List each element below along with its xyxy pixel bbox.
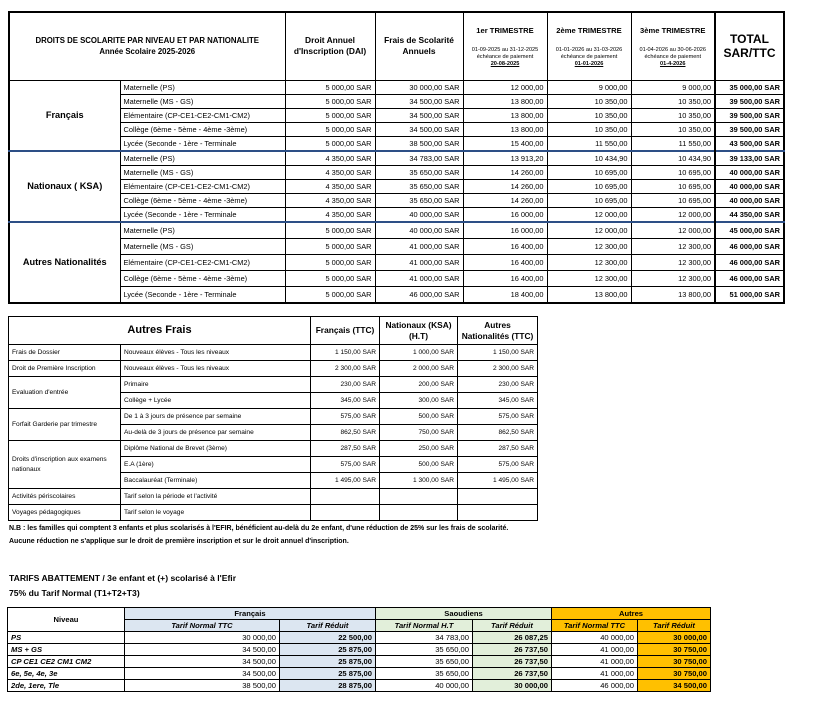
t3-cell: 10 350,00 (631, 108, 715, 122)
t2-cell: 10 434,90 (547, 151, 631, 166)
fee-fr (311, 489, 380, 505)
t2-cell: 10 350,00 (547, 122, 631, 136)
fee-fr (311, 505, 380, 521)
table-title: DROITS DE SCOLARITE PAR NIVEAU ET PAR NATIONALITE (35, 36, 260, 46)
total-cell: 39 133,00 SAR (715, 151, 784, 166)
t1-cell: 16 000,00 (463, 207, 547, 222)
t2-dates: 01-01-2026 au 31-03-2026 (555, 46, 623, 53)
level-cell: Maternelle (PS) (120, 151, 285, 166)
frais-cell: 34 500,00 SAR (375, 122, 463, 136)
tarifs-row (8, 656, 711, 668)
tarifs-row (8, 632, 711, 644)
t1-echeance: échéance de paiement (476, 53, 534, 60)
tarifs-sa-reduit: Tarif Réduit (473, 620, 552, 632)
tuition-table (8, 11, 785, 304)
t2-cell: 10 695,00 (547, 193, 631, 207)
t1-cell: 16 400,00 (463, 238, 547, 254)
fee-ksa: 1 000,00 SAR (380, 345, 458, 361)
fee-autres: 575,00 SAR (458, 409, 538, 425)
dai-cell: 5 000,00 SAR (285, 254, 375, 270)
tarifs-row (8, 644, 711, 656)
nationality-group-label: Français (9, 80, 120, 151)
tarifs-sa-normal-value: 35 650,00 (376, 656, 473, 668)
tarifs-fr-reduit-value: 28 875,00 (280, 680, 376, 692)
total-header: TOTAL SAR/TTC (715, 12, 784, 80)
fee-label: Activités périscolaires (9, 489, 121, 505)
fee-fr: 1 495,00 SAR (311, 473, 380, 489)
tarifs-fr-normal-value: 34 500,00 (125, 668, 280, 680)
table-title-cell (9, 12, 285, 80)
frais-cell: 38 500,00 SAR (375, 136, 463, 151)
fee-ksa: 500,00 SAR (380, 409, 458, 425)
t2-cell: 10 695,00 (547, 165, 631, 179)
fee-detail: E.A (1ère) (121, 457, 311, 473)
level-cell: Maternelle (MS - GS) (120, 94, 285, 108)
frais-cell: 30 000,00 SAR (375, 80, 463, 94)
fee-fr: 287,50 SAR (311, 441, 380, 457)
t1-date: 20-08-2025 (490, 60, 520, 67)
level-cell: Maternelle (PS) (120, 80, 285, 94)
tarifs-group-au: Autres (552, 608, 711, 620)
fee-autres: 345,00 SAR (458, 393, 538, 409)
t3-cell: 10 695,00 (631, 165, 715, 179)
tarifs-fr-reduit: Tarif Réduit (280, 620, 376, 632)
t2-title: 2ème TRIMESTRE (556, 25, 622, 35)
t2-cell: 12 000,00 (547, 207, 631, 222)
fee-detail: Tarif selon la période et l'activité (121, 489, 311, 505)
fee-detail: Au-delà de 3 jours de présence par semaine (121, 425, 311, 441)
t1-cell: 18 400,00 (463, 286, 547, 303)
dai-cell: 5 000,00 SAR (285, 136, 375, 151)
fee-autres (458, 489, 538, 505)
fee-detail: Collège + Lycée (121, 393, 311, 409)
tarifs-row (8, 680, 711, 692)
t2-cell: 11 550,00 (547, 136, 631, 151)
total-cell: 45 000,00 SAR (715, 222, 784, 239)
t2-cell: 9 000,00 (547, 80, 631, 94)
frais-cell: 46 000,00 SAR (375, 286, 463, 303)
fees-row (9, 377, 538, 393)
frais-cell: 41 000,00 SAR (375, 254, 463, 270)
nationality-group-label: Nationaux ( KSA) (9, 151, 120, 222)
fee-detail: Nouveaux élèves - Tous les niveaux (121, 361, 311, 377)
t1-cell: 16 400,00 (463, 270, 547, 286)
dai-cell: 5 000,00 SAR (285, 238, 375, 254)
frais-cell: 34 500,00 SAR (375, 94, 463, 108)
table-row (9, 179, 784, 193)
dai-header: Droit Annuel d'Inscription (DAI) (285, 12, 375, 80)
table-row (9, 122, 784, 136)
t3-cell: 11 550,00 (631, 136, 715, 151)
nationality-group-label: Autres Nationalités (9, 222, 120, 303)
table-header-row (9, 12, 784, 80)
level-cell: Maternelle (MS - GS) (120, 238, 285, 254)
tarifs-sa-reduit-value: 26 737,50 (473, 644, 552, 656)
fee-label: Frais de Dossier (9, 345, 121, 361)
t3-cell: 13 800,00 (631, 286, 715, 303)
t3-header (631, 12, 715, 80)
t1-cell: 14 260,00 (463, 193, 547, 207)
fee-detail: Baccalauréat (Terminale) (121, 473, 311, 489)
fee-autres: 2 300,00 SAR (458, 361, 538, 377)
fee-fr: 1 150,00 SAR (311, 345, 380, 361)
note-no-reduction: Aucune réduction ne s'applique sur le droit de première inscription et sur le droit annuel d'inscription. (9, 538, 349, 545)
fees-col-autres: Autres Nationalités (TTC) (458, 317, 538, 345)
fee-fr: 2 300,00 SAR (311, 361, 380, 377)
fee-ksa: 200,00 SAR (380, 377, 458, 393)
fees-row (9, 489, 538, 505)
t3-cell: 9 000,00 (631, 80, 715, 94)
fee-fr: 230,00 SAR (311, 377, 380, 393)
dai-cell: 4 350,00 SAR (285, 207, 375, 222)
t1-cell: 13 913,20 (463, 151, 547, 166)
total-cell: 40 000,00 SAR (715, 179, 784, 193)
t2-cell: 13 800,00 (547, 286, 631, 303)
dai-cell: 5 000,00 SAR (285, 122, 375, 136)
note-reduction: N.B : les familles qui comptent 3 enfants et plus scolarisés à l'EFIR, bénéficient au-delà du 2e enfant, d'une réduction de 25% sur les frais de scolarité. (9, 525, 509, 532)
fee-label: Forfait Garderie par trimestre (9, 409, 121, 441)
fee-fr: 575,00 SAR (311, 457, 380, 473)
t1-cell: 13 800,00 (463, 94, 547, 108)
t1-cell: 16 400,00 (463, 254, 547, 270)
fee-ksa: 750,00 SAR (380, 425, 458, 441)
tarifs-au-normal: Tarif Normal TTC (552, 620, 638, 632)
total-cell: 40 000,00 SAR (715, 165, 784, 179)
tarifs-sa-normal: Tarif Normal H.T (376, 620, 473, 632)
t1-cell: 15 400,00 (463, 136, 547, 151)
tarifs-au-reduit-value: 30 750,00 (638, 644, 711, 656)
fee-detail: De 1 à 3 jours de présence par semaine (121, 409, 311, 425)
t1-cell: 14 260,00 (463, 165, 547, 179)
dai-cell: 5 000,00 SAR (285, 108, 375, 122)
table-row (9, 193, 784, 207)
tarifs-au-normal-value: 41 000,00 (552, 656, 638, 668)
tarifs-au-normal-value: 41 000,00 (552, 644, 638, 656)
t2-date: 01-01-2026 (574, 60, 604, 67)
t3-dates: 01-04-2026 au 30-06-2026 (639, 46, 707, 53)
level-cell: Maternelle (PS) (120, 222, 285, 239)
table-row (9, 151, 784, 166)
fee-detail: Tarif selon le voyage (121, 505, 311, 521)
frais-cell: 40 000,00 SAR (375, 207, 463, 222)
table-row (9, 238, 784, 254)
t1-cell: 14 260,00 (463, 179, 547, 193)
tarifs-niveau: PS (8, 632, 125, 644)
fees-row (9, 345, 538, 361)
dai-cell: 5 000,00 SAR (285, 94, 375, 108)
total-cell: 44 350,00 SAR (715, 207, 784, 222)
table-row (9, 207, 784, 222)
table-row (9, 136, 784, 151)
dai-cell: 4 350,00 SAR (285, 193, 375, 207)
tarifs-sa-normal-value: 40 000,00 (376, 680, 473, 692)
fee-autres: 862,50 SAR (458, 425, 538, 441)
t2-cell: 10 695,00 (547, 179, 631, 193)
fees-row (9, 361, 538, 377)
fee-ksa: 250,00 SAR (380, 441, 458, 457)
fees-row (9, 409, 538, 425)
fee-autres: 1 150,00 SAR (458, 345, 538, 361)
tarifs-sa-normal-value: 35 650,00 (376, 668, 473, 680)
dai-cell: 5 000,00 SAR (285, 222, 375, 239)
tarifs-table (7, 607, 711, 692)
fee-ksa: 300,00 SAR (380, 393, 458, 409)
dai-cell: 4 350,00 SAR (285, 179, 375, 193)
fee-autres: 575,00 SAR (458, 457, 538, 473)
tarifs-niveau: MS + GS (8, 644, 125, 656)
other-fees-table (8, 316, 538, 521)
t3-cell: 12 000,00 (631, 207, 715, 222)
total-cell: 46 000,00 SAR (715, 270, 784, 286)
t1-cell: 12 000,00 (463, 80, 547, 94)
fee-fr: 345,00 SAR (311, 393, 380, 409)
tarifs-fr-normal-value: 38 500,00 (125, 680, 280, 692)
total-cell: 46 000,00 SAR (715, 254, 784, 270)
level-cell: Collège (6ème - 5ème - 4ème -3ème) (120, 193, 285, 207)
tarifs-sa-reduit-value: 26 087,25 (473, 632, 552, 644)
t3-cell: 10 350,00 (631, 122, 715, 136)
tarifs-sa-normal-value: 34 783,00 (376, 632, 473, 644)
tarifs-au-normal-value: 40 000,00 (552, 632, 638, 644)
fee-detail: Primaire (121, 377, 311, 393)
t3-cell: 12 300,00 (631, 254, 715, 270)
dai-cell: 4 350,00 SAR (285, 151, 375, 166)
frais-cell: 35 650,00 SAR (375, 193, 463, 207)
t3-title: 3ème TRIMESTRE (640, 25, 706, 35)
fee-autres: 287,50 SAR (458, 441, 538, 457)
tarifs-au-normal-value: 41 000,00 (552, 668, 638, 680)
tarifs-fr-reduit-value: 25 875,00 (280, 656, 376, 668)
fee-detail: Nouveaux élèves - Tous les niveaux (121, 345, 311, 361)
tarifs-au-reduit: Tarif Réduit (638, 620, 711, 632)
fee-ksa: 500,00 SAR (380, 457, 458, 473)
fees-title: Autres Frais (9, 317, 311, 345)
tarifs-niveau: 2de, 1ere, Tle (8, 680, 125, 692)
level-cell: Lycée (Seconde - 1ère - Terminale (120, 136, 285, 151)
level-cell: Elémentaire (CP-CE1-CE2-CM1-CM2) (120, 179, 285, 193)
tarifs-group-row (8, 608, 711, 620)
t2-cell: 10 350,00 (547, 108, 631, 122)
level-cell: Maternelle (MS - GS) (120, 165, 285, 179)
t1-title: 1er TRIMESTRE (476, 25, 534, 35)
t3-cell: 10 695,00 (631, 193, 715, 207)
total-cell: 46 000,00 SAR (715, 238, 784, 254)
fees-row (9, 505, 538, 521)
tarifs-sa-reduit-value: 26 737,50 (473, 668, 552, 680)
table-row (9, 254, 784, 270)
t3-cell: 12 000,00 (631, 222, 715, 239)
level-cell: Elémentaire (CP-CE1-CE2-CM1-CM2) (120, 254, 285, 270)
school-year: Année Scolaire 2025-2026 (99, 47, 196, 57)
fee-autres: 230,00 SAR (458, 377, 538, 393)
t3-cell: 10 434,90 (631, 151, 715, 166)
dai-cell: 5 000,00 SAR (285, 80, 375, 94)
t3-date: 01-4-2026 (659, 60, 686, 67)
fees-row (9, 441, 538, 457)
tarifs-niveau: CP CE1 CE2 CM1 CM2 (8, 656, 125, 668)
fee-label: Voyages pédagogiques (9, 505, 121, 521)
total-cell: 39 500,00 SAR (715, 122, 784, 136)
t3-echeance: échéance de paiement (644, 53, 702, 60)
table-row (9, 108, 784, 122)
t3-cell: 10 695,00 (631, 179, 715, 193)
table-row (9, 286, 784, 303)
t1-cell: 13 800,00 (463, 108, 547, 122)
t1-cell: 16 000,00 (463, 222, 547, 239)
dai-cell: 5 000,00 SAR (285, 286, 375, 303)
tarifs-fr-normal: Tarif Normal TTC (125, 620, 280, 632)
fee-label: Droit de Première Inscription (9, 361, 121, 377)
tarifs-fr-reduit-value: 25 875,00 (280, 668, 376, 680)
frais-cell: 34 783,00 SAR (375, 151, 463, 166)
fee-label: Evaluation d'entrée (9, 377, 121, 409)
level-cell: Lycée (Seconde - 1ère - Terminale (120, 207, 285, 222)
total-cell: 39 500,00 SAR (715, 108, 784, 122)
fee-label: Droits d'inscription aux examens nationaux (9, 441, 121, 489)
t2-cell: 10 350,00 (547, 94, 631, 108)
t2-cell: 12 000,00 (547, 222, 631, 239)
table-row (9, 94, 784, 108)
fee-fr: 575,00 SAR (311, 409, 380, 425)
fee-detail: Diplôme National de Brevet (3ème) (121, 441, 311, 457)
level-cell: Collège (6ème - 5ème - 4ème -3ème) (120, 122, 285, 136)
tarifs-sa-normal-value: 35 650,00 (376, 644, 473, 656)
frais-cell: 41 000,00 SAR (375, 270, 463, 286)
fee-ksa: 1 300,00 SAR (380, 473, 458, 489)
t1-dates: 01-09-2025 au 31-12-2025 (471, 46, 539, 53)
frais-cell: 34 500,00 SAR (375, 108, 463, 122)
fee-ksa: 2 000,00 SAR (380, 361, 458, 377)
dai-cell: 4 350,00 SAR (285, 165, 375, 179)
total-cell: 35 000,00 SAR (715, 80, 784, 94)
frais-cell: 41 000,00 SAR (375, 238, 463, 254)
table-row (9, 270, 784, 286)
level-cell: Collège (6ème - 5ème - 4ème -3ème) (120, 270, 285, 286)
frais-cell: 35 650,00 SAR (375, 165, 463, 179)
tarifs-row (8, 668, 711, 680)
t2-echeance: échéance de paiement (560, 53, 618, 60)
tarifs-group-sa: Saoudiens (376, 608, 552, 620)
level-cell: Elémentaire (CP-CE1-CE2-CM1-CM2) (120, 108, 285, 122)
tarifs-niveau-header: Niveau (8, 608, 125, 632)
tarifs-sa-reduit-value: 30 000,00 (473, 680, 552, 692)
dai-cell: 5 000,00 SAR (285, 270, 375, 286)
t1-header (463, 12, 547, 80)
tarifs-au-reduit-value: 30 000,00 (638, 632, 711, 644)
table-row (9, 222, 784, 239)
tarifs-fr-normal-value: 30 000,00 (125, 632, 280, 644)
tarifs-group-fr: Français (125, 608, 376, 620)
t3-cell: 12 300,00 (631, 238, 715, 254)
tarifs-au-reduit-value: 30 750,00 (638, 656, 711, 668)
fee-fr: 862,50 SAR (311, 425, 380, 441)
level-cell: Lycée (Seconde - 1ère - Terminale (120, 286, 285, 303)
fee-ksa (380, 505, 458, 521)
t2-cell: 12 300,00 (547, 270, 631, 286)
total-cell: 40 000,00 SAR (715, 193, 784, 207)
t2-cell: 12 300,00 (547, 254, 631, 270)
fees-col-fr: Français (TTC) (311, 317, 380, 345)
tarifs-fr-normal-value: 34 500,00 (125, 656, 280, 668)
tarifs-sa-reduit-value: 26 737,50 (473, 656, 552, 668)
tarifs-au-reduit-value: 34 500,00 (638, 680, 711, 692)
t2-cell: 12 300,00 (547, 238, 631, 254)
tarifs-fr-normal-value: 34 500,00 (125, 644, 280, 656)
fee-ksa (380, 489, 458, 505)
table-row (9, 165, 784, 179)
tarifs-fr-reduit-value: 22 500,00 (280, 632, 376, 644)
tarifs-fr-reduit-value: 25 875,00 (280, 644, 376, 656)
tarifs-niveau: 6e, 5e, 4e, 3e (8, 668, 125, 680)
t2-header (547, 12, 631, 80)
tarifs-au-normal-value: 46 000,00 (552, 680, 638, 692)
table-row (9, 80, 784, 94)
tarifs-subheading: 75% du Tarif Normal (T1+T2+T3) (9, 588, 140, 598)
fee-autres (458, 505, 538, 521)
t3-cell: 12 300,00 (631, 270, 715, 286)
fee-autres: 1 495,00 SAR (458, 473, 538, 489)
t3-cell: 10 350,00 (631, 94, 715, 108)
total-cell: 43 500,00 SAR (715, 136, 784, 151)
fees-col-ksa: Nationaux (KSA) (H.T) (380, 317, 458, 345)
fees-header-row (9, 317, 538, 345)
frais-cell: 40 000,00 SAR (375, 222, 463, 239)
frais-cell: 35 650,00 SAR (375, 179, 463, 193)
t1-cell: 13 800,00 (463, 122, 547, 136)
frais-header: Frais de Scolarité Annuels (375, 12, 463, 80)
total-cell: 51 000,00 SAR (715, 286, 784, 303)
tarifs-au-reduit-value: 30 750,00 (638, 668, 711, 680)
total-cell: 39 500,00 SAR (715, 94, 784, 108)
tarifs-heading: TARIFS ABATTEMENT / 3e enfant et (+) scolarisé à l'Efir (9, 573, 237, 583)
